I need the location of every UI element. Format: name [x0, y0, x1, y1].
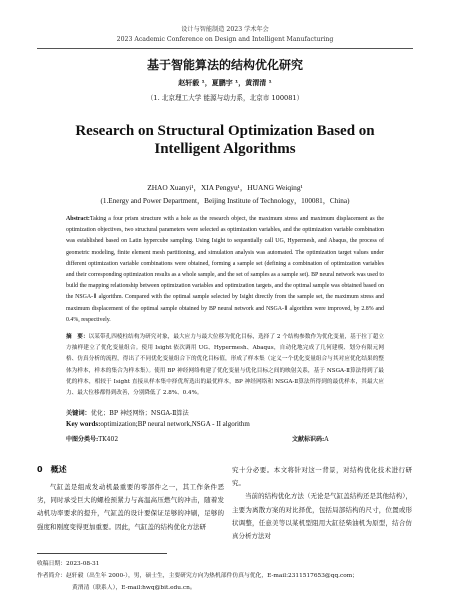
- authors-en: ZHAO Xuanyi¹，XIA Pengyu¹，HUANG Weiqing¹: [147, 183, 303, 192]
- authors-cn: 赵轩毅 ¹，夏鹏宇 ¹，黄渭清 ¹: [178, 79, 272, 87]
- abstract-cn: [66, 332, 384, 399]
- keywords-en-text: optimization;BP neural network,NSGA - II algorithm: [100, 420, 250, 428]
- abstract-en-text: Taking a four prism structure with a hole as the research object, the maximum stress and maximum displacement as the optimization objectives, two structural parameters were selected as optimization variables, and the optimization variable combination was established based on Latin hypercube sampling. Using Isight to sequentially call UG, Hypermesh, and Abaqus, the process of geometric modeling, finite element mesh partitioning, and simulation analysis was automated. The optimization target values under different optimization variable combinations were obtained, forming a sample set (defining a combination of optimization variables and their corresponding optimization results as a whole sample, and the set of samples as a sample set). BP neural network was used to build the mapping relationship between optimization variables and optimization targets, and the optimal sample was obtained based on the NSGA-Ⅱ algorithm. Compared with the optimal sample selected by Isight directly from the sample set, the maximum stress and maximum displacement of the optimal sample obtained by BP neural network and NSGA-Ⅱ algorithm were improved, by 2.8% and 0.4%, respectively.: [66, 216, 384, 323]
- abstract-en: [66, 214, 384, 326]
- footnote-contact: 黄渭清（联系人），E-mail:hwq@bit.edu.cn。: [72, 585, 196, 591]
- overview-paragraph-1-continued: 究十分必要。本文将针对这一背景，对结构优化技术进行研究。: [232, 466, 412, 488]
- footnote-received: 收稿日期：2023-08-31: [37, 561, 100, 567]
- paper-title-en: Research on Structural Optimization Based on Intelligent Algorithms: [75, 123, 375, 157]
- footnote-divider: [37, 553, 167, 554]
- body-column-right: [232, 464, 412, 543]
- keywords-en-label: Key words:: [66, 420, 101, 428]
- conference-header-cn: 设计与智能制造 2023 学术年会: [181, 26, 269, 33]
- keywords-cn: [66, 408, 384, 417]
- keywords-cn-text: 优化；BP 神经网络；NSGA-Ⅱ算法: [90, 410, 189, 417]
- classification-value: TK402: [98, 436, 119, 443]
- footnote-author-info: 作者简介：赵轩毅（出生年 2000-），男，硕士生，主要研究方向为热机部件仿真与优化，E-mail:2311517653@qq.com；: [37, 573, 359, 579]
- overview-paragraph-1: 气缸盖是组成发动机最重要的零部件之一，其工作条件恶劣，同时承受巨大的螺栓预紧力与高温高压燃气的冲击，随着发动机功率要求的提升，气缸盖的设计要保证足够的冲刷，足够的强度和刚度变得更加重要。因此，气缸盖的结构优化方法研: [37, 483, 224, 531]
- abstract-en-label: Abstract:: [66, 216, 90, 222]
- body-column-left: [37, 464, 224, 534]
- document-code-label: 文献标识码:: [292, 436, 325, 443]
- conference-header-en: 2023 Academic Conference on Design and Intelligent Manufacturing: [116, 36, 334, 43]
- paper-title-cn: 基于智能算法的结构优化研究: [146, 58, 303, 72]
- abstract-cn-text: 以某带孔四棱柱结构为研究对象，最大应力与最大位移为优化目标，选择了 2 个结构参数作为优化变量，基于拉丁超立方抽样建立了优化变量组合。使用 Isight 依次调用 UG、Hypermesh、Abaqus，自动化地完成了几何建模、划分有限元网格、仿真分析的流程，得出了不同优化变量组合下的优化目标值，形成了样本集（定义一个优化变量组合与其对应优化结果的整体为样本，样本的集合为样本集）。使用 BP 神经网络构建了优化变量与优化目标之间的映射关系，基于 NSGA-Ⅱ算法得到了最优的样本，相较于 Isight 直接从样本集中择优所选出的最优样本，BP 神经网络和 NSGA-Ⅱ算法所得到的最优样本，其最大应力、最大位移都得到改善，分别降低了 2.8%、0.4%。: [66, 334, 384, 397]
- classification-label: 中图分类号:: [66, 436, 99, 443]
- affiliation-en: (1.Energy and Power Department，Beijing Institute of Technology，100081，China): [100, 197, 350, 205]
- section-heading-overview: 0 概述: [37, 465, 67, 474]
- document-code: [292, 434, 329, 443]
- document-code-value: A: [324, 436, 329, 443]
- overview-paragraph-2: 当前的结构优化方法（无论是气缸盖结构还是其他结构），主要为离散方案的对比择优，包括局部结构的尺寸，位置或形状调整，任意美等以某机型阻用大缸径柴油机为原型，结合仿真分析方法对: [232, 492, 412, 541]
- keywords-en: [66, 420, 384, 428]
- abstract-cn-label: 摘 要：: [66, 334, 89, 340]
- keywords-cn-label: 关键词：: [66, 410, 91, 417]
- classification-number: [66, 434, 118, 443]
- header-divider: [37, 48, 413, 49]
- affiliation-cn: （1. 北京理工大学 能源与动力系，北京市 100081）: [146, 94, 304, 102]
